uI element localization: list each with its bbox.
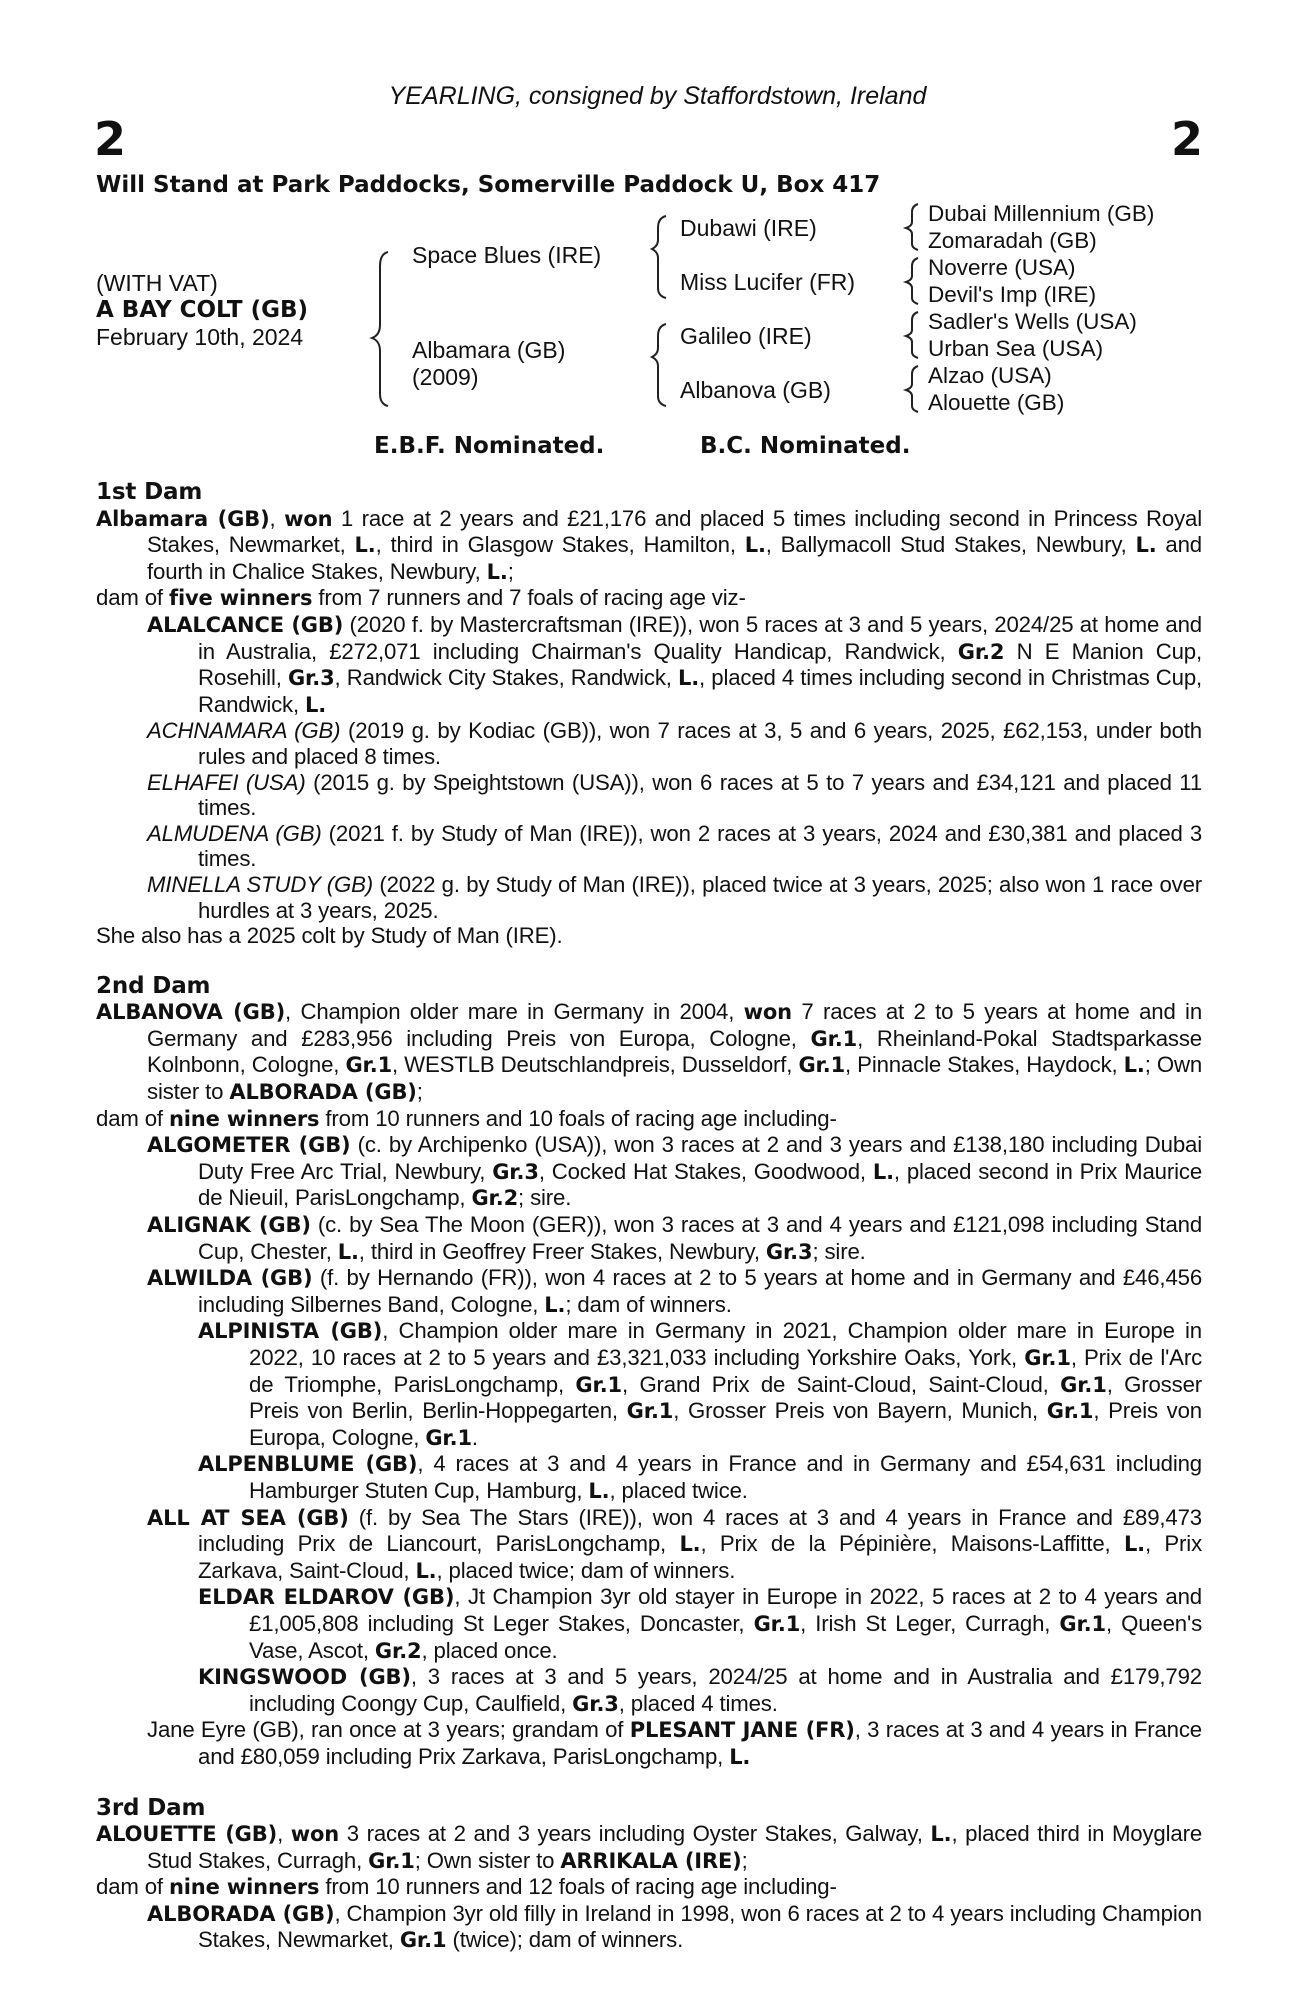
progeny-jane-eyre: Jane Eyre (GB), ran once at 3 years; grandam of PLESANT JANE (FR), 3 races at 3 and 4 years in France and £80,059 including Prix Zarkava, ParisLongchamp, L. (147, 1717, 1202, 1769)
progeny-algometer: ALGOMETER (GB) (c. by Archipenko (USA)), won 3 races at 2 and 3 years and £138,180 including Dubai Duty Free Arc Trial, Newbury, Gr.3, Cocked Hat Stakes, Goodwood, L., placed second in Prix Maurice de Nieuil, ParisLongchamp, Gr.2; sire. (147, 1132, 1203, 1211)
pedigree-dam: Albamara (GB) (412, 337, 566, 363)
progeny-alpinista: ALPINISTA (GB), Champion older mare in Germany in 2021, Champion older mare in Europe in 2022, 10 races at 2 to 5 years and £3,321,033 including Yorkshire Oaks, York, Gr.1, Prix de l'Arc de Triomphe, ParisLongchamp, Gr.1, Grand Prix de Saint-Cloud, Saint-Cloud, Gr.1, Grosser Preis von Berlin, Berlin-Hoppegarten, Gr.1, Grosser Preis von Bayern, Munich, Gr.1, Preis von Europa, Cologne, Gr.1. (198, 1318, 1203, 1450)
pedigree-dsd: Urban Sea (USA) (928, 336, 1104, 361)
progeny-alignak: ALIGNAK (GB) (c. by Sea The Moon (GER)), won 3 races at 3 and 4 years and £121,098 including Stand Cup, Chester, L., third in Geoffrey Freer Stakes, Newbury, Gr.3; sire. (147, 1212, 1203, 1264)
progeny-almudena: ALMUDENA (GB) (2021 f. by Study of Man (IRE)), won 2 races at 3 years, 2024 and £30,381 and placed 3 times. (147, 820, 1203, 872)
dam3-intro: ALOUETTE (GB), won 3 races at 2 and 3 years including Oyster Stakes, Galway, L., placed third in Moyglare Stud Stakes, Curragh, Gr.1; Own sister to ARRIKALA (IRE); (96, 1821, 1203, 1873)
progeny-eldar-eldarov: ELDAR ELDAROV (GB), Jt Champion 3yr old stayer in Europe in 2022, 5 races at 2 to 4 years and £1,005,808 including St Leger Stakes, Doncaster, Gr.1, Irish St Leger, Curragh, Gr.1, Queen's Vase, Ascot, Gr.2, placed once. (198, 1584, 1203, 1663)
pedigree-dam-dam: Albanova (GB) (680, 377, 831, 403)
pedigree-ssd: Zomaradah (GB) (928, 228, 1097, 253)
dam2-heading: 2nd Dam (96, 972, 211, 999)
horse-dob: February 10th, 2024 (96, 324, 304, 350)
horse-name: A BAY COLT (GB) (96, 297, 309, 323)
pedigree-dam-sire: Galileo (IRE) (680, 323, 812, 349)
dam3-heading: 3rd Dam (96, 1794, 206, 1821)
bc-nominated: B.C. Nominated. (700, 433, 911, 459)
dam2-intro: ALBANOVA (GB), Champion older mare in Germany in 2004, won 7 races at 2 to 5 years at home and in Germany and £283,956 including Preis von Europa, Cologne, Gr.1, Rheinland-Pokal Stadtsparkasse Kolnbonn, Cologne, Gr.1, WESTLB Deutschlandpreis, Dusseldorf, Gr.1, Pinnacle Stakes, Haydock, L.; Own sister to ALBORADA (GB); (96, 999, 1203, 1105)
ebf-nominated: E.B.F. Nominated. (374, 433, 605, 459)
pedigree-sdd: Devil's Imp (IRE) (928, 282, 1097, 307)
page-subtitle: YEARLING, consigned by Staffordstown, Ireland (388, 82, 927, 110)
pedigree-braces (0, 0, 1315, 460)
dam2-dam-of: dam of nine winners from 10 runners and 10 foals of racing age including- (96, 1105, 837, 1131)
dam3-dam-of: dam of nine winners from 10 runners and 12 foals of racing age including- (96, 1874, 837, 1900)
progeny-achnamara: ACHNAMARA (GB) (2019 g. by Kodiac (GB)), won 7 races at 3, 5 and 6 years, 2025, £62,153, under both rules and placed 8 times. (147, 718, 1202, 769)
pedigree-ddd: Alouette (GB) (928, 390, 1065, 415)
progeny-alpenblume: ALPENBLUME (GB), 4 races at 3 and 4 years in France and in Germany and £54,631 including Hamburger Stuten Cup, Hamburg, L., placed twice. (198, 1451, 1202, 1503)
lot-number-left: 2 (94, 112, 127, 166)
pedigree-sire-dam: Miss Lucifer (FR) (680, 269, 856, 295)
pedigree-dam-year: (2009) (412, 364, 479, 390)
pedigree-sire-sire: Dubawi (IRE) (680, 215, 817, 241)
dam1-also: She also has a 2025 colt by Study of Man (IRE). (96, 923, 563, 949)
progeny-alalcance: ALALCANCE (GB) (2020 f. by Mastercraftsman (IRE)), won 5 races at 3 and 5 years, 2024/25 at home and in Australia, £272,071 including Chairman's Quality Handicap, Randwick, Gr.2 N E Manion Cup, Rosehill, Gr.3, Randwick City Stakes, Randwick, L., placed 4 times including second in Christmas Cup, Randwick, L. (147, 611, 1203, 717)
progeny-alwilda: ALWILDA (GB) (f. by Hernando (FR)), won 4 races at 2 to 5 years at home and in Germany and £46,456 including Silbernes Band, Cologne, L.; dam of winners. (147, 1265, 1203, 1317)
progeny-kingswood: KINGSWOOD (GB), 3 races at 3 and 5 years, 2024/25 at home and in Australia and £179,792 including Coongy Cup, Caulfield, Gr.3, placed 4 times. (198, 1664, 1202, 1716)
pedigree-sds: Noverre (USA) (928, 255, 1076, 280)
progeny-alborada: ALBORADA (GB), Champion 3yr old filly in Ireland in 1998, won 6 races at 2 to 4 years including Champion Stakes, Newmarket, Gr.1 (twice); dam of winners. (147, 1900, 1202, 1953)
pedigree-sss: Dubai Millennium (GB) (928, 201, 1155, 226)
dam1-dam-of: dam of five winners from 7 runners and 7 foals of racing age viz- (96, 585, 746, 611)
catalogue-body (96, 480, 1202, 1954)
pedigree-sire: Space Blues (IRE) (412, 242, 602, 268)
progeny-all-at-sea: ALL AT SEA (GB) (f. by Sea The Stars (IRE)), won 4 races at 3 and 4 years in France and £89,473 including Prix de Liancourt, ParisLongchamp, L., Prix de la Pépinière, Maisons-Laffitte, L., Prix Zarkava, Saint-Cloud, L., placed twice; dam of winners. (147, 1504, 1203, 1583)
progeny-minella: MINELLA STUDY (GB) (2022 g. by Study of Man (IRE)), placed twice at 3 years, 2025; also won 1 race over hurdles at 3 years, 2025. (147, 871, 1203, 923)
dam1-heading: 1st Dam (96, 479, 203, 505)
lot-number-right: 2 (1170, 112, 1203, 166)
stand-location: Will Stand at Park Paddocks, Somerville Paddock U, Box 417 (96, 172, 881, 198)
vat-label: (WITH VAT) (96, 270, 218, 296)
dam1-intro: Albamara (GB), won 1 race at 2 years and £21,176 and placed 5 times including second in Princess Royal Stakes, Newmarket, L., third in Glasgow Stakes, Hamilton, L., Ballymacoll Stud Stakes, Newbury, L. and fourth in Chalice Stakes, Newbury, L.; (96, 505, 1203, 584)
progeny-elhafei: ELHAFEI (USA) (2015 g. by Speightstown (USA)), won 6 races at 5 to 7 years and £34,121 and placed 11 times. (147, 769, 1203, 821)
pedigree-dds: Alzao (USA) (928, 363, 1052, 388)
pedigree-dss: Sadler's Wells (USA) (928, 309, 1137, 334)
